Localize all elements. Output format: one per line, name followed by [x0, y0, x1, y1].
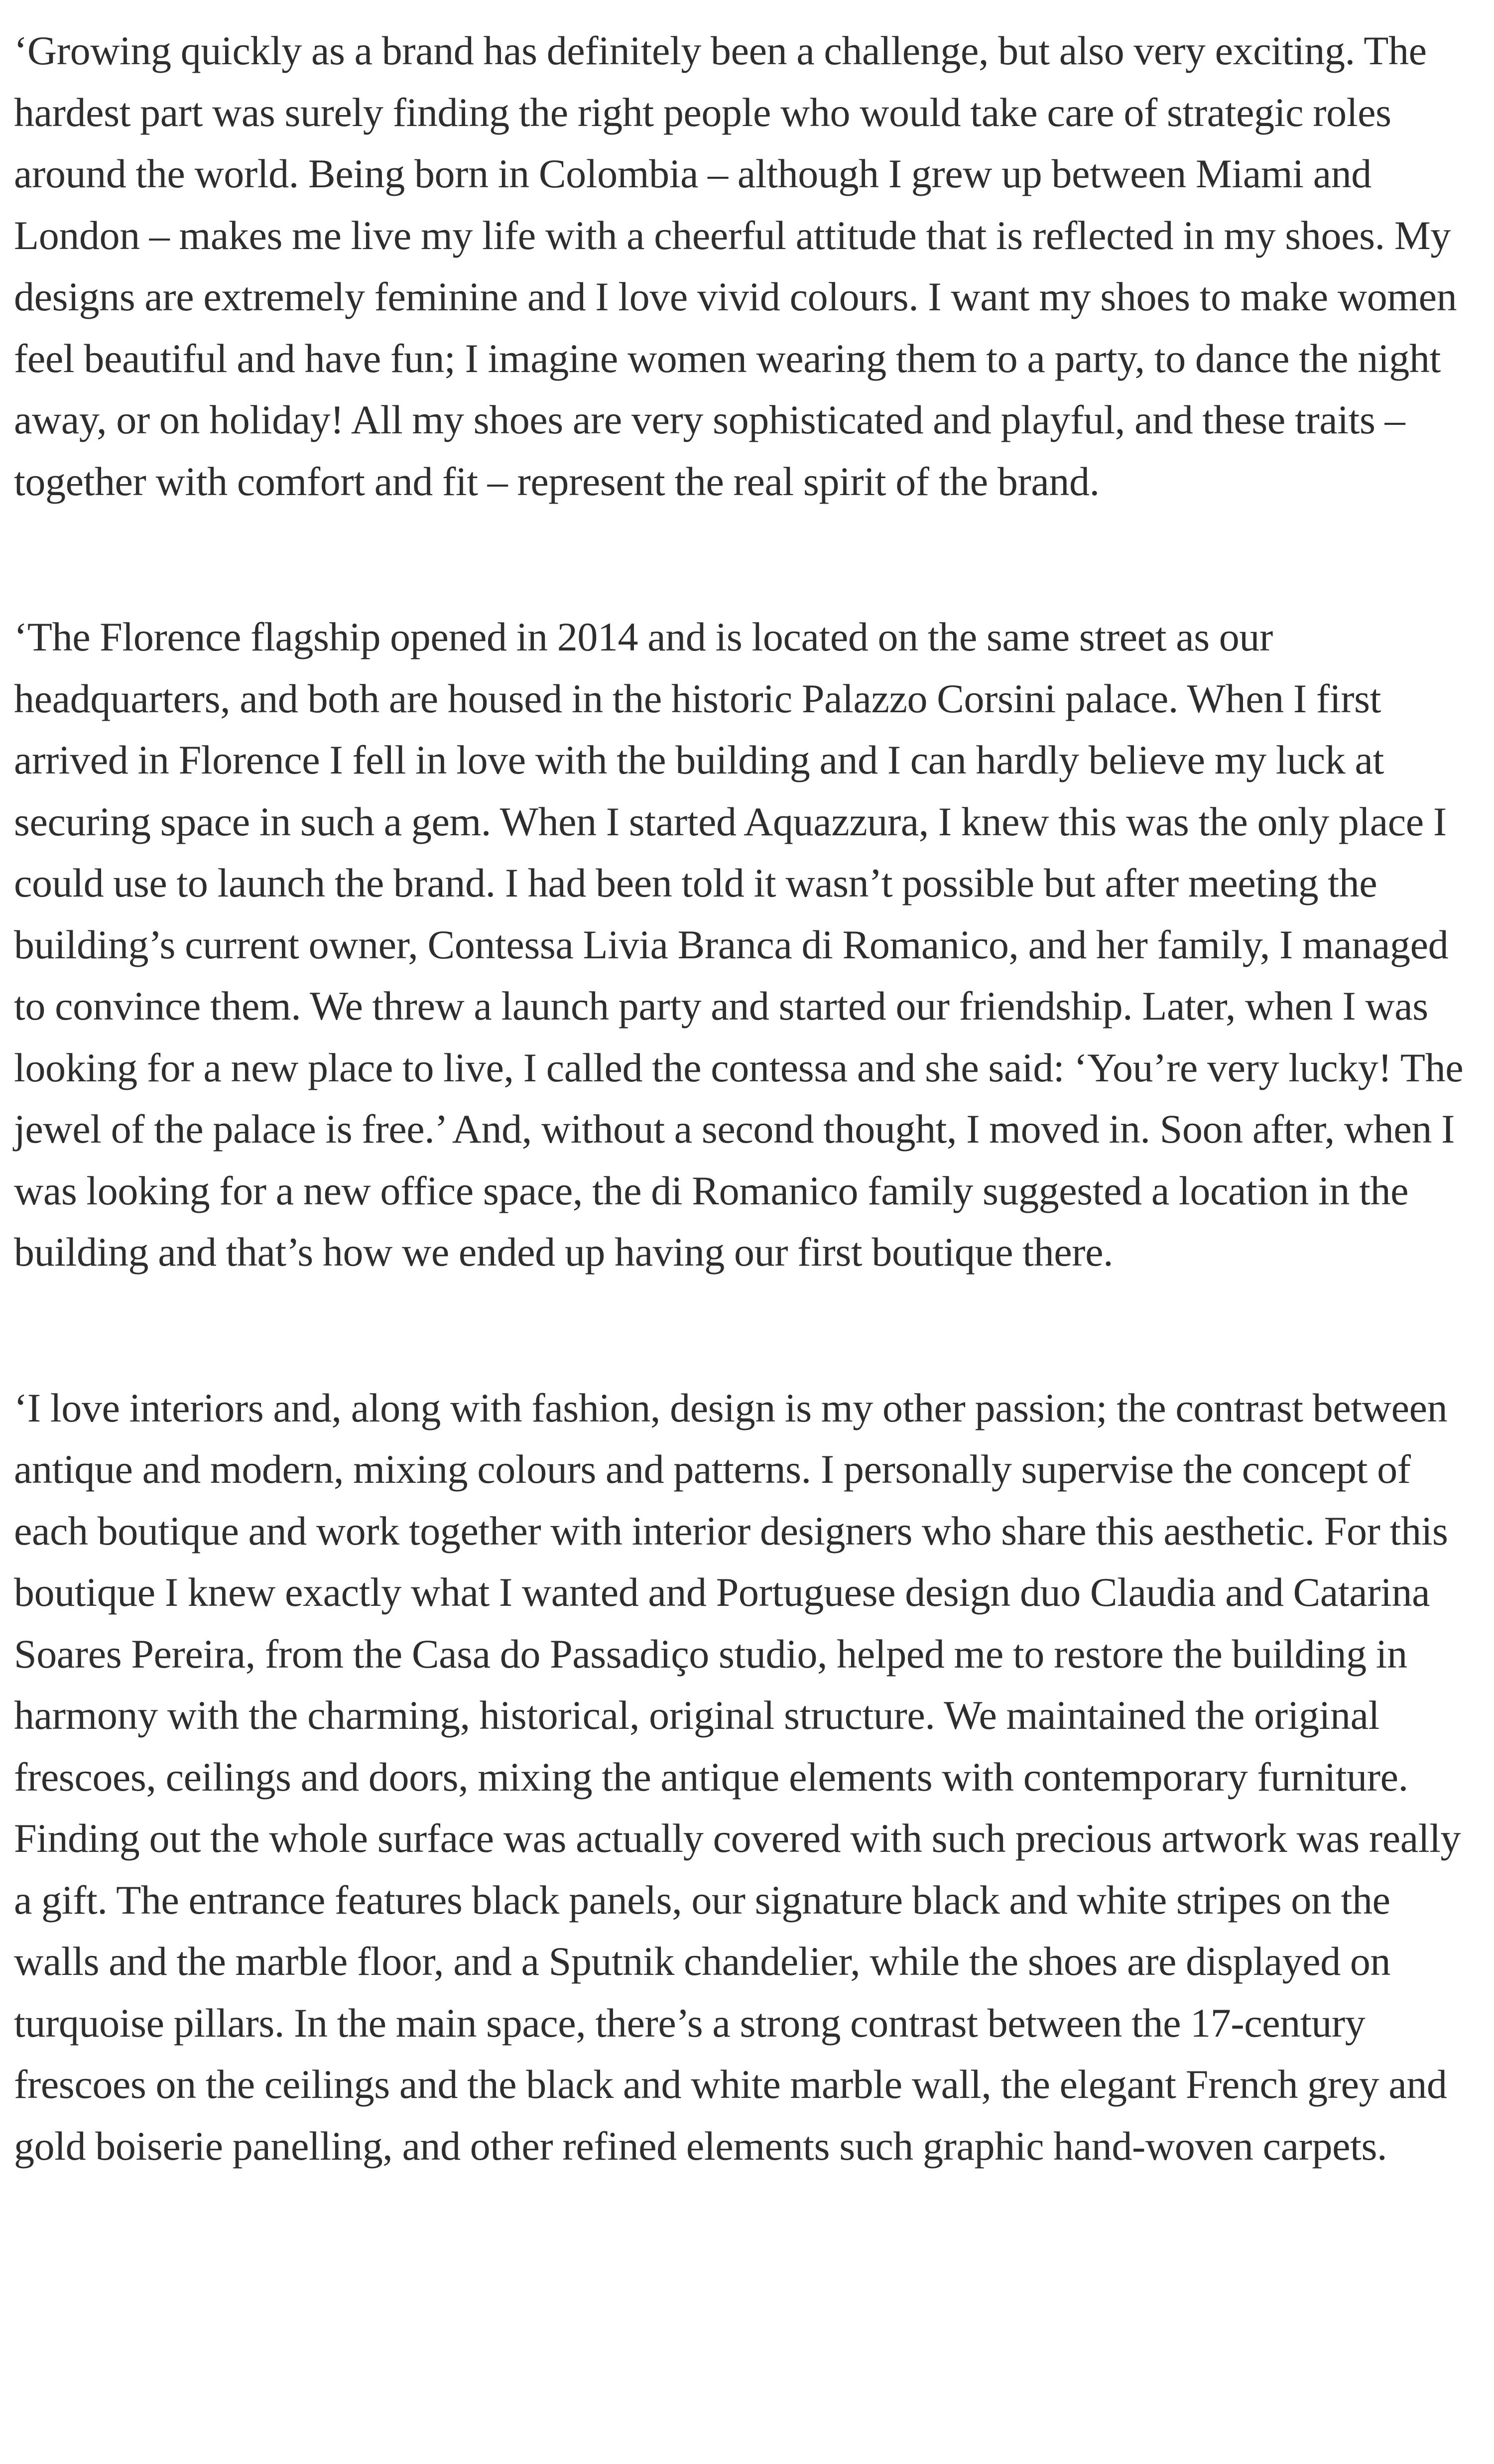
paragraph-florence-flagship: ‘The Florence flagship opened in 2014 and is located on the same street as our headquarters, and both are housed in the historic Palazzo Corsini palace. When I first arrived in Florence I fell in love with the building and I can hardly believe my luck at securing space in such a gem. When I started Aquazzura, I knew this was the only place I could use to launch the brand. I had been told it wasn’t possible but after meeting the building’s current owner, Contessa Livia Branca di Romanico, and her family, I managed to convince them. We threw a launch party and started our friendship. Later, when I was looking for a new place to live, I called the contessa and she said: ‘You’re very lucky! The jewel of the palace is free.’ And, without a second thought, I moved in. Soon after, when I was looking for a new office space, the di Romanico family suggested a location in the building and that’s how we ended up having our first boutique there. — [14, 614, 1464, 1275]
paragraph-brand-growth: ‘Growing quickly as a brand has definitely been a challenge, but also very exciting. The hardest part was surely finding the right people who would take care of strategic roles around the world. Being born in Colombia – although I grew up between Miami and London – makes me live my life with a cheerful attitude that is reflected in my shoes. My designs are extremely feminine and I love vivid colours. I want my shoes to make women feel beautiful and have fun; I imagine women wearing them to a party, to dance the night away, or on holiday! All my shoes are very sophisticated and playful, and these traits – together with comfort and fit – represent the real spirit of the brand. — [14, 28, 1457, 504]
article-body — [14, 20, 1480, 2177]
paragraph-interior-design: ‘I love interiors and, along with fashion, design is my other passion; the contrast between antique and modern, mixing colours and patterns. I personally supervise the concept of each boutique and work together with interior designers who share this aesthetic. For this boutique I knew exactly what I wanted and Portuguese design duo Claudia and Catarina Soares Pereira, from the Casa do Passadiço studio, helped me to restore the building in harmony with the charming, historical, original structure. We maintained the original frescoes, ceilings and doors, mixing the antique elements with contemporary furniture. Finding out the whole surface was actually covered with such precious artwork was really a gift. The entrance features black panels, our signature black and white stripes on the walls and the marble floor, and a Sputnik chandelier, while the shoes are displayed on turquoise pillars. In the main space, there’s a strong contrast between the 17-century frescoes on the ceilings and the black and white marble wall, the elegant French grey and gold boiserie panelling, and other refined elements such graphic hand-woven carpets. — [14, 1385, 1461, 2169]
